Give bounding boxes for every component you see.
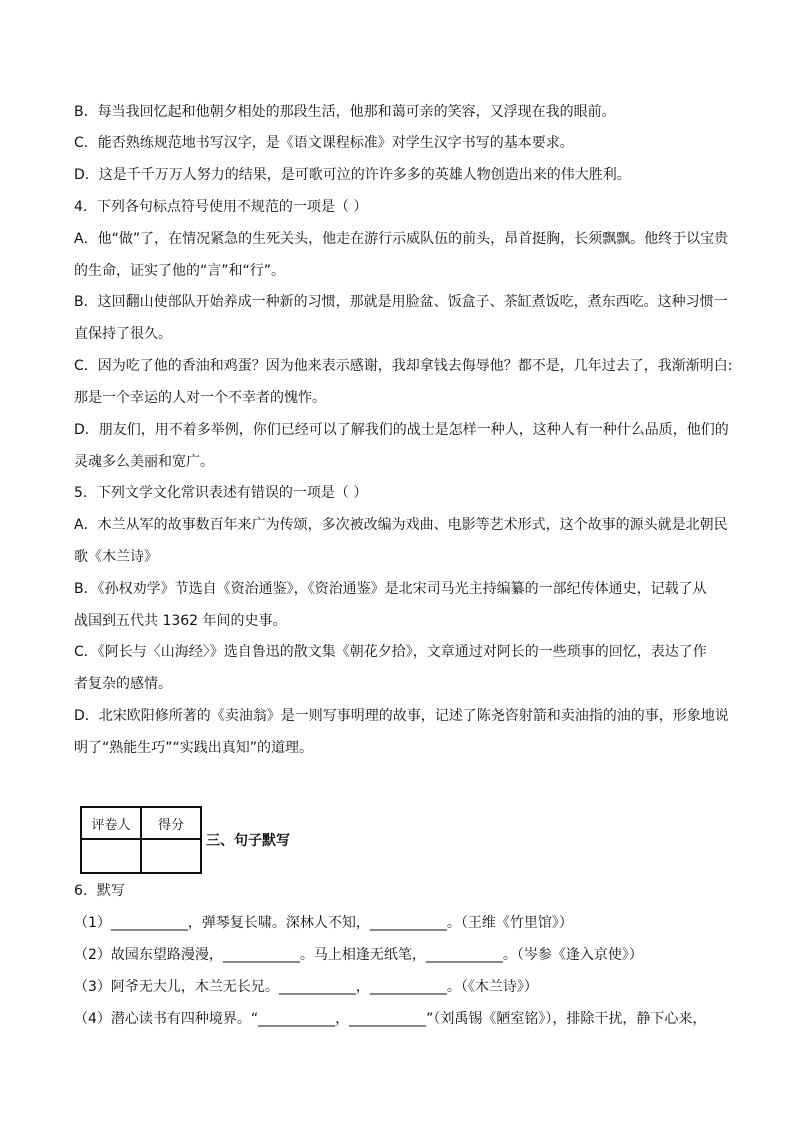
- q5-option-d-line2: 明了“熟能生巧”“实践出真知”的道理。: [74, 740, 314, 756]
- q5-option-a-line1: A．木兰从军的故事数百年来广为传颂，多次被改编为戏曲、电影等艺术形式，这个故事的源头就是北朝民: [74, 517, 728, 533]
- q3-option-c: C．能否熟练规范地书写汉字，是《语文课程标准》对学生汉字书写的基本要求。: [74, 135, 574, 151]
- q6-stem: 6．默写: [74, 883, 125, 899]
- q5-option-c-line1: C．《阿长与〈山海经〉》选自鲁迅的散文集《朝花夕拾》，文章通过对阿长的一些琐事的回忆，表达了作: [74, 644, 707, 660]
- score-table: [80, 806, 202, 874]
- q5-stem: 5．下列文学文化常识表述有错误的一项是（ ）: [74, 485, 368, 501]
- q5-option-a-line2: 歌《木兰诗》: [74, 549, 158, 565]
- q6-item-1: （1）___________，弹琴复长啸。深林人不知，___________。（王维《竹里馆》）: [74, 915, 573, 931]
- q4-option-a-line2: 的生命，证实了他的“言”和“行”。: [74, 263, 286, 279]
- q4-option-c-line2: 那是一个幸运的人对一个不幸者的愧怍。: [74, 390, 326, 406]
- q6-item-2: （2）故园东望路漫漫，___________。马上相逢无纸笔，___________。（岑参《逢入京使》）: [74, 947, 643, 963]
- q6-item-4: （4）潜心读书有四种境界。“___________，___________”（刘禹锡《陋室铭》），排除干扰，静下心来，: [74, 1011, 707, 1027]
- q5-option-b-line2: 战国到五代共 1362 年间的史事。: [74, 613, 287, 629]
- score-table-header-grader: 评卷人: [81, 807, 141, 839]
- q5-option-b-line1: B．《孙权劝学》节选自《资治通鉴》，《资治通鉴》是北宋司马光主持编纂的一部纪传体通史，记载了从: [74, 581, 707, 597]
- q4-option-a-line1: A．他“做”了，在情况紧急的生死关头，他走在游行示威队伍的前头，昂首挺胸，长须飘飘。他终于以宝贵: [74, 231, 729, 247]
- q4-option-b-line2: 直保持了很久。: [74, 326, 172, 342]
- q3-option-b: B．每当我回忆起和他朝夕相处的那段生活，他那和蔼可亲的笑容，又浮现在我的眼前。: [74, 104, 616, 120]
- score-table-grader-cell[interactable]: [81, 839, 141, 873]
- q4-option-d-line2: 灵魂多么美丽和宽广。: [74, 454, 214, 470]
- score-table-header-score: 得分: [141, 807, 201, 839]
- section-title: 三、句子默写: [206, 833, 290, 849]
- q4-stem: 4．下列各句标点符号使用不规范的一项是（ ）: [74, 199, 368, 215]
- q4-option-b-line1: B．这回翻山使部队开始养成一种新的习惯，那就是用脸盆、饭盒子、茶缸煮饭吃，煮东西吃。这种习惯一: [74, 294, 728, 310]
- q6-item-3: （3）阿爷无大儿，木兰无长兄。___________，___________。（《木兰诗》）: [74, 979, 538, 995]
- q5-option-c-line2: 者复杂的感情。: [74, 676, 172, 692]
- q4-option-c-line1: C．因为吃了他的香油和鸡蛋？因为他来表示感谢，我却拿钱去侮辱他？都不是，几年过去了，我渐渐明白:: [74, 358, 733, 374]
- score-table-score-cell[interactable]: [141, 839, 201, 873]
- q4-option-d-line1: D．朋友们，用不着多举例，你们已经可以了解我们的战士是怎样一种人，这种人有一种什么品质，他们的: [74, 422, 729, 438]
- q5-option-d-line1: D．北宋欧阳修所著的《卖油翁》是一则写事明理的故事，记述了陈尧咨射箭和卖油指的油的事，形象地说: [74, 708, 729, 724]
- q3-option-d: D．这是千千万万人努力的结果，是可歌可泣的许许多多的英雄人物创造出来的伟大胜利。: [74, 167, 631, 183]
